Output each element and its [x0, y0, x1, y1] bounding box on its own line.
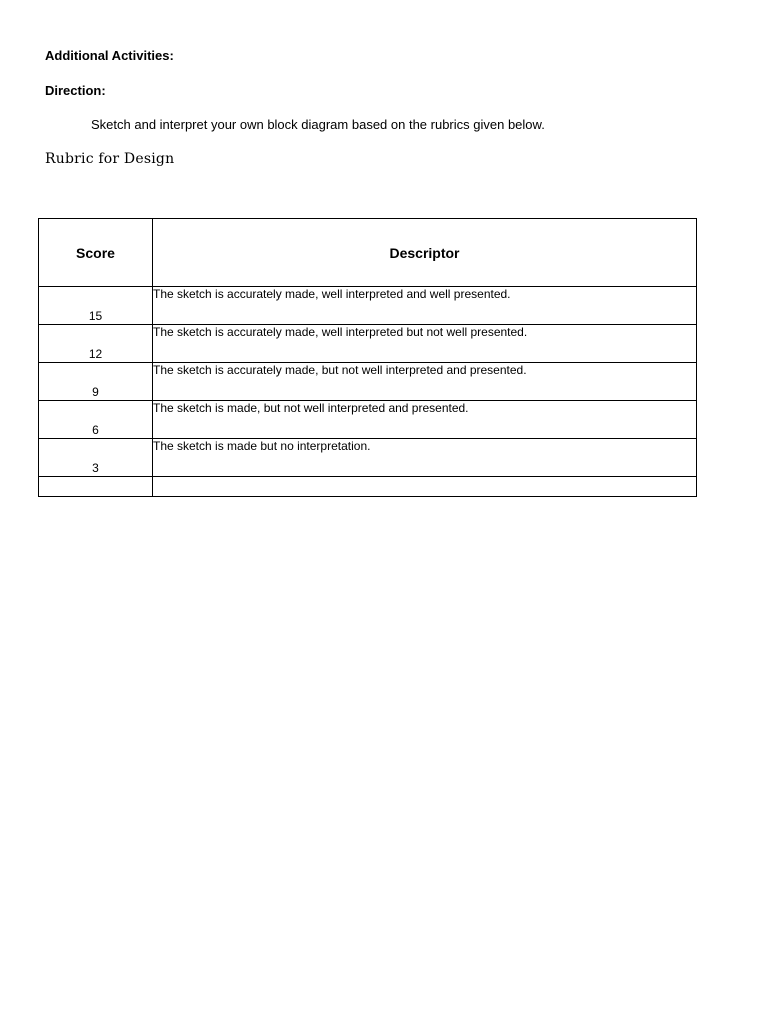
additional-activities-heading: Additional Activities: [45, 48, 174, 63]
descriptor-header: Descriptor [153, 219, 697, 287]
rubric-table [38, 218, 697, 497]
table-row [39, 439, 697, 477]
table-row [39, 363, 697, 401]
score-cell: 9 [39, 363, 153, 401]
score-cell: 12 [39, 325, 153, 363]
score-header: Score [39, 219, 153, 287]
table-row-empty [39, 477, 697, 497]
table-row [39, 287, 697, 325]
descriptor-cell: The sketch is made but no interpretation. [153, 439, 697, 477]
table-row [39, 325, 697, 363]
empty-descriptor-cell [153, 477, 697, 497]
table-header-row [39, 219, 697, 287]
descriptor-cell: The sketch is accurately made, well interpreted and well presented. [153, 287, 697, 325]
table-row [39, 401, 697, 439]
rubric-title: Rubric for Design [45, 151, 175, 167]
direction-heading: Direction: [45, 83, 106, 98]
descriptor-cell: The sketch is accurately made, but not well interpreted and presented. [153, 363, 697, 401]
score-cell: 15 [39, 287, 153, 325]
descriptor-cell: The sketch is made, but not well interpreted and presented. [153, 401, 697, 439]
empty-score-cell [39, 477, 153, 497]
descriptor-cell: The sketch is accurately made, well interpreted but not well presented. [153, 325, 697, 363]
score-cell: 3 [39, 439, 153, 477]
instruction-text: Sketch and interpret your own block diagram based on the rubrics given below. [91, 117, 545, 132]
score-cell: 6 [39, 401, 153, 439]
